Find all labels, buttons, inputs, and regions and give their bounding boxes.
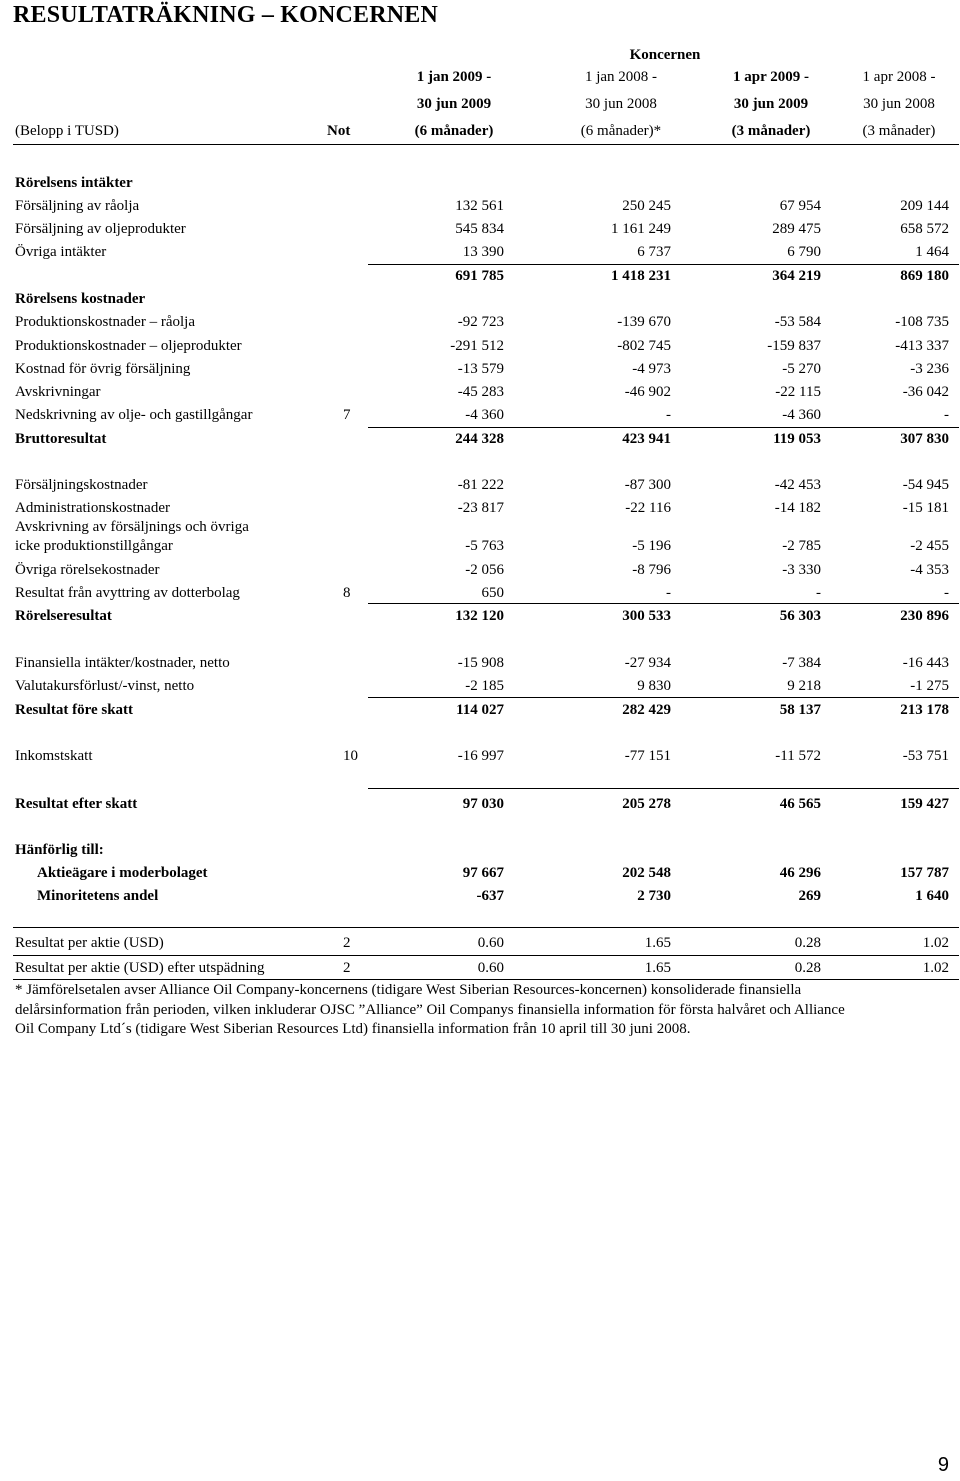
- row-label: Resultat före skatt: [15, 702, 134, 718]
- value-cell: -81 222: [457, 477, 504, 493]
- value-cell: -54 945: [902, 477, 949, 493]
- row-label: Avskrivningar: [15, 384, 101, 400]
- page-number: 9: [937, 1454, 949, 1476]
- value-cell: -413 337: [895, 338, 949, 354]
- row-label: Avskrivning av försäljnings och övriga: [15, 519, 249, 535]
- header-col-4-line-3: (3 månader): [862, 123, 936, 139]
- value-cell: -14 182: [774, 500, 821, 516]
- value-cell: -42 453: [774, 477, 821, 493]
- value-cell: 97 030: [462, 796, 504, 812]
- value-cell: 658 572: [900, 221, 949, 237]
- value-cell: -45 283: [457, 384, 504, 400]
- value-cell: -46 902: [624, 384, 671, 400]
- value-cell: -92 723: [457, 314, 504, 330]
- value-cell: 132 120: [455, 608, 504, 624]
- value-cell: 119 053: [773, 431, 821, 447]
- value-cell: 1 161 249: [611, 221, 671, 237]
- value-cell: 13 390: [462, 244, 504, 260]
- row-label: Rörelsens kostnader: [15, 291, 146, 307]
- group-header: Koncernen: [629, 47, 701, 63]
- row-note: 7: [343, 407, 351, 423]
- header-col-1-line-2: 30 jun 2009: [416, 96, 492, 112]
- row-label: Resultat per aktie (USD): [15, 935, 164, 951]
- value-cell: 157 787: [900, 865, 949, 881]
- row-label: Kostnad för övrig försäljning: [15, 361, 191, 377]
- footnote-line: * Jämförelsetalen avser Alliance Oil Company-koncernens (tidigare West Siberian Resources-koncernen) konsoliderade finansiella: [15, 982, 802, 998]
- row-label: Produktionskostnader – råolja: [15, 314, 195, 330]
- header-col-3-line-3: (3 månader): [731, 123, 811, 139]
- header-col-1-line-1: 1 jan 2009 -: [416, 69, 492, 85]
- value-cell: 300 533: [622, 608, 671, 624]
- value-cell: -802 745: [617, 338, 671, 354]
- page-title: RESULTATRÄKNING – KONCERNEN: [13, 2, 439, 28]
- row-label: Valutakursförlust/-vinst, netto: [15, 678, 195, 694]
- value-cell: -4 973: [632, 361, 671, 377]
- row-label: Nedskrivning av olje- och gastillgångar: [15, 407, 253, 423]
- value-cell: -3 330: [782, 562, 821, 578]
- value-cell: -36 042: [902, 384, 949, 400]
- row-label: Övriga rörelsekostnader: [15, 562, 160, 578]
- value-cell: 67 954: [779, 198, 821, 214]
- value-cell: 307 830: [900, 431, 949, 447]
- row-label: Resultat efter skatt: [15, 796, 138, 812]
- value-cell: 423 941: [622, 431, 671, 447]
- row-note: 2: [343, 960, 351, 976]
- row-label: Aktieägare i moderbolaget: [37, 865, 208, 881]
- header-col-4-line-1: 1 apr 2008 -: [862, 69, 936, 85]
- row-label: Administrationskostnader: [15, 500, 170, 516]
- value-cell: 282 429: [622, 702, 671, 718]
- row-label: Övriga intäkter: [15, 244, 107, 260]
- value-cell: -108 735: [895, 314, 949, 330]
- value-cell: -: [944, 407, 949, 423]
- value-cell: -22 115: [775, 384, 821, 400]
- subtotal-rule: [13, 927, 959, 928]
- value-cell: 1 464: [915, 244, 949, 260]
- row-label: Försäljning av råolja: [15, 198, 140, 214]
- row-label: Rörelsens intäkter: [15, 175, 133, 191]
- subtotal-rule: [368, 427, 959, 428]
- value-cell: -159 837: [767, 338, 821, 354]
- value-cell: -53 751: [902, 748, 949, 764]
- value-cell: 1.65: [644, 935, 671, 951]
- value-cell: -291 512: [450, 338, 504, 354]
- value-cell: -7 384: [782, 655, 821, 671]
- row-label: Minoritetens andel: [37, 888, 159, 904]
- value-cell: 250 245: [622, 198, 671, 214]
- value-cell: -139 670: [617, 314, 671, 330]
- value-cell: -15 181: [902, 500, 949, 516]
- value-cell: 2 730: [637, 888, 671, 904]
- subtotal-rule: [13, 979, 959, 980]
- value-cell: 6 790: [787, 244, 821, 260]
- row-note: 10: [343, 748, 358, 764]
- value-cell: 46 565: [779, 796, 821, 812]
- subtotal-rule: [368, 264, 959, 265]
- value-cell: 1 640: [915, 888, 949, 904]
- row-label: Försäljning av oljeprodukter: [15, 221, 186, 237]
- value-cell: -5 270: [782, 361, 821, 377]
- value-cell: 0.60: [477, 935, 504, 951]
- value-cell: 0.28: [794, 935, 821, 951]
- value-cell: 869 180: [900, 268, 949, 284]
- value-cell: 545 834: [455, 221, 504, 237]
- value-cell: -637: [476, 888, 504, 904]
- value-cell: 46 296: [779, 865, 821, 881]
- row-label: Inkomstskatt: [15, 748, 93, 764]
- value-cell: -8 796: [632, 562, 671, 578]
- value-cell: -2 785: [782, 538, 821, 554]
- value-cell: 97 667: [462, 865, 504, 881]
- value-cell: 289 475: [772, 221, 821, 237]
- row-label: Rörelseresultat: [15, 608, 112, 624]
- value-cell: 56 303: [779, 608, 821, 624]
- value-cell: 1.65: [644, 960, 671, 976]
- value-cell: 205 278: [622, 796, 671, 812]
- footnote: [15, 981, 945, 1040]
- value-cell: 9 218: [787, 678, 821, 694]
- footnote-line: delårsinformation från perioden, vilken inkluderar OJSC ”Alliance” Oil Companys finansiella information för första halvåret och Alliance: [15, 1001, 845, 1018]
- subtotal-rule: [368, 788, 959, 789]
- value-cell: 364 219: [772, 268, 821, 284]
- value-cell: -4 360: [465, 407, 504, 423]
- value-cell: -5 196: [632, 538, 671, 554]
- value-cell: 0.60: [477, 960, 504, 976]
- value-cell: 202 548: [622, 865, 671, 881]
- value-cell: 269: [798, 888, 821, 904]
- subtotal-rule: [368, 603, 959, 604]
- value-cell: -87 300: [624, 477, 671, 493]
- row-label: Hänförlig till:: [15, 842, 104, 858]
- value-cell: -22 116: [625, 500, 671, 516]
- value-cell: 159 427: [900, 796, 949, 812]
- row-label: Bruttoresultat: [15, 431, 107, 447]
- value-cell: -2 185: [465, 678, 504, 694]
- value-cell: -53 584: [774, 314, 821, 330]
- header-bottom-rule: [13, 144, 959, 145]
- header-col-1-line-3: (6 månader): [414, 123, 494, 139]
- row-note: 2: [343, 935, 351, 951]
- value-cell: -23 817: [457, 500, 504, 516]
- value-cell: -4 353: [910, 562, 949, 578]
- header-col-2-line-1: 1 jan 2008 -: [584, 69, 658, 85]
- value-cell: -3 236: [910, 361, 949, 377]
- value-cell: 213 178: [900, 702, 949, 718]
- unit-label: (Belopp i TUSD): [15, 123, 119, 139]
- value-cell: -16 997: [457, 748, 504, 764]
- value-cell: -15 908: [457, 655, 504, 671]
- footnote-line: Oil Company Ltd´s (tidigare West Siberian Resources Ltd) finansiella information från 10 april till 30 juni 2008.: [15, 1021, 691, 1037]
- value-cell: 9 830: [637, 678, 671, 694]
- value-cell: 0.28: [794, 960, 821, 976]
- value-cell: 691 785: [455, 268, 504, 284]
- value-cell: -27 934: [624, 655, 671, 671]
- value-cell: -2 455: [910, 538, 949, 554]
- value-cell: 58 137: [779, 702, 821, 718]
- row-label: Finansiella intäkter/kostnader, netto: [15, 655, 230, 671]
- value-cell: 209 144: [900, 198, 949, 214]
- value-cell: -: [666, 407, 671, 423]
- value-cell: 1.02: [922, 960, 949, 976]
- value-cell: 230 896: [900, 608, 949, 624]
- value-cell: 1.02: [922, 935, 949, 951]
- header-col-4-line-2: 30 jun 2008: [863, 96, 935, 112]
- note-header: Not: [327, 123, 351, 139]
- row-label: Produktionskostnader – oljeprodukter: [15, 338, 242, 354]
- value-cell: 6 737: [637, 244, 671, 260]
- value-cell: -11 572: [775, 748, 821, 764]
- subtotal-rule: [368, 697, 959, 698]
- header-col-3-line-1: 1 apr 2009 -: [733, 69, 809, 85]
- row-note: 8: [343, 585, 351, 601]
- value-cell: -2 056: [465, 562, 504, 578]
- value-cell: 1 418 231: [611, 268, 671, 284]
- value-cell: -5 763: [465, 538, 504, 554]
- value-cell: -: [816, 585, 821, 601]
- row-label: icke produktionstillgångar: [15, 538, 173, 554]
- value-cell: -13 579: [457, 361, 504, 377]
- value-cell: -77 151: [624, 748, 671, 764]
- value-cell: 244 328: [455, 431, 504, 447]
- value-cell: -16 443: [902, 655, 949, 671]
- header-col-3-line-2: 30 jun 2009: [733, 96, 809, 112]
- value-cell: 650: [481, 585, 504, 601]
- row-label: Resultat från avyttring av dotterbolag: [15, 585, 240, 601]
- header-col-2-line-2: 30 jun 2008: [585, 96, 657, 112]
- value-cell: -1 275: [910, 678, 949, 694]
- value-cell: -: [944, 585, 949, 601]
- value-cell: -4 360: [782, 407, 821, 423]
- header-col-2-line-3: (6 månader)*: [580, 123, 662, 139]
- row-label: Resultat per aktie (USD) efter utspädning: [15, 960, 265, 976]
- subtotal-rule: [13, 955, 959, 956]
- value-cell: 132 561: [455, 198, 504, 214]
- row-label: Försäljningskostnader: [15, 477, 148, 493]
- value-cell: -: [666, 585, 671, 601]
- value-cell: 114 027: [456, 702, 504, 718]
